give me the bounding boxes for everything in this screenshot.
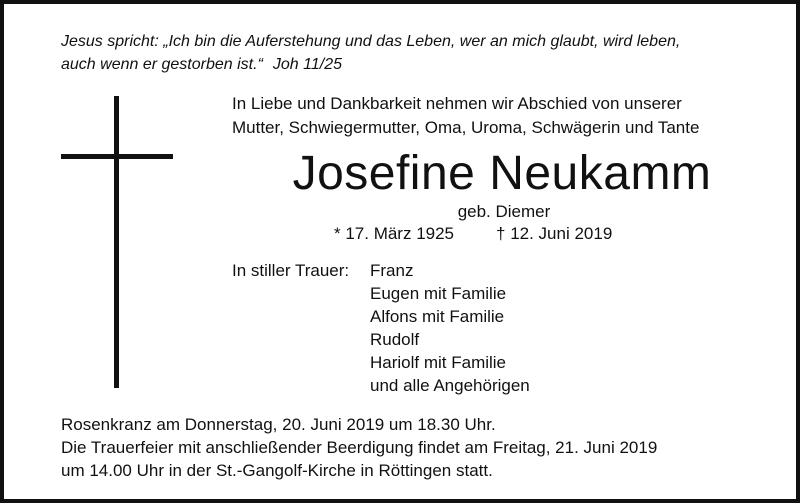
life-dates [334, 222, 694, 246]
deceased-name: Josefine Neukamm [292, 147, 712, 200]
birth-date: * 17. März 1925 [334, 224, 455, 243]
mourner-item: Hariolf mit Familie [370, 353, 507, 372]
farewell-intro [232, 92, 772, 140]
intro-line-2: Mutter, Schwiegermutter, Oma, Uroma, Schwägerin und Tante [232, 118, 700, 137]
mourner-item: und alle Angehörigen [370, 376, 530, 395]
birth-name: geb. Diemer [457, 202, 551, 221]
cross-icon-crossbar [61, 154, 173, 159]
quote-line-2 [61, 53, 761, 76]
notice-line-2: Die Trauerfeier mit anschließender Beerdigung findet am Freitag, 21. Juni 2019 [61, 438, 658, 457]
mourner-item: Franz [370, 261, 414, 280]
death-date: † 12. Juni 2019 [496, 224, 613, 243]
cross-icon [114, 96, 119, 388]
mourner-item: Rudolf [370, 330, 420, 349]
notice-line-3: um 14.00 Uhr in der St.-Gangolf-Kirche in Röttingen statt. [61, 461, 493, 480]
mourner-item: Alfons mit Familie [370, 307, 505, 326]
mourner-item: Eugen mit Familie [370, 284, 507, 303]
quote-line-1: Jesus spricht: „Ich bin die Auferstehung und das Leben, wer an mich glaubt, wird leben, [61, 33, 681, 50]
quote-reference: Joh 11/25 [272, 56, 342, 73]
mourners-label: In stiller Trauer: [232, 261, 350, 280]
bible-quote [61, 30, 761, 76]
notice-line-1: Rosenkranz am Donnerstag, 20. Juni 2019 um 18.30 Uhr. [61, 415, 496, 434]
intro-line-1: In Liebe und Dankbarkeit nehmen wir Abschied von unserer [232, 94, 682, 113]
service-notice [61, 413, 761, 482]
quote-line-2-text: auch wenn er gestorben ist.“ [61, 56, 263, 73]
mourners-list [370, 259, 530, 397]
